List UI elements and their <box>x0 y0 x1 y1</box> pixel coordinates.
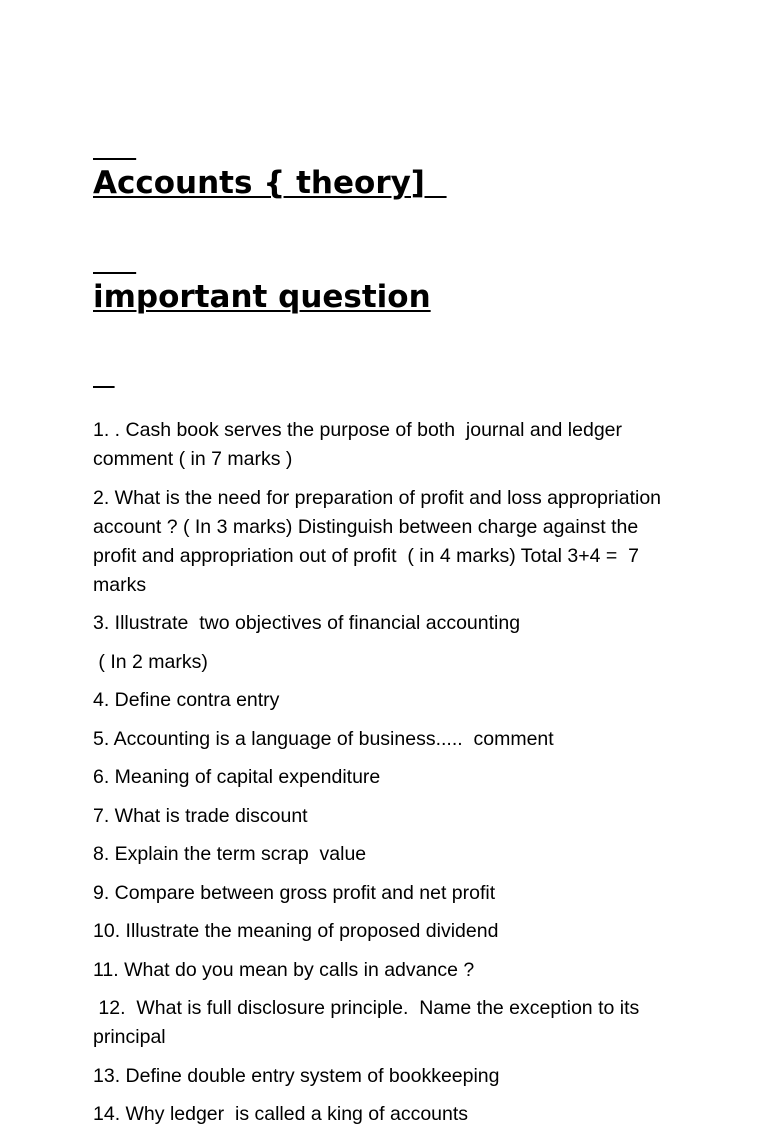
question-1: 1. . Cash book serves the purpose of both journal and ledger comment ( in 7 marks ) <box>93 419 628 470</box>
page-title <box>93 88 673 392</box>
question-8: 8. Explain the term scrap value <box>93 843 367 865</box>
question-3-marks: ( In 2 marks) <box>93 650 208 673</box>
question-2: 2. What is the need for preparation of profit and loss appropriation account ? ( In 3 marks) Distinguish between charge against the profit and appropriation out of profit ( in 4 marks) Total 3+4 = 7 marks <box>93 486 667 596</box>
question-5: 5. Accounting is a language of business..... comment <box>93 727 554 750</box>
title-line-2: important question <box>93 279 431 315</box>
question-list <box>93 416 673 1129</box>
question-11: 11. What do you mean by calls in advance ? <box>93 958 475 981</box>
question-14: 14. Why ledger is called a king of accounts <box>93 1103 469 1125</box>
title-line-1: Accounts { theory] <box>93 165 447 201</box>
question-7: 7. What is trade discount <box>93 804 308 827</box>
question-9: 9. Compare between gross profit and net profit <box>93 881 496 904</box>
document-page <box>93 88 673 1139</box>
question-12: 12. What is full disclosure principle. Name the exception to its principal <box>93 997 645 1048</box>
question-4: 4. Define contra entry <box>93 689 280 711</box>
question-3: 3. Illustrate two objectives of financial accounting <box>93 612 521 634</box>
question-6: 6. Meaning of capital expenditure <box>93 766 381 788</box>
question-10: 10. Illustrate the meaning of proposed dividend <box>93 920 499 942</box>
question-13: 13. Define double entry system of bookkeeping <box>93 1064 500 1087</box>
